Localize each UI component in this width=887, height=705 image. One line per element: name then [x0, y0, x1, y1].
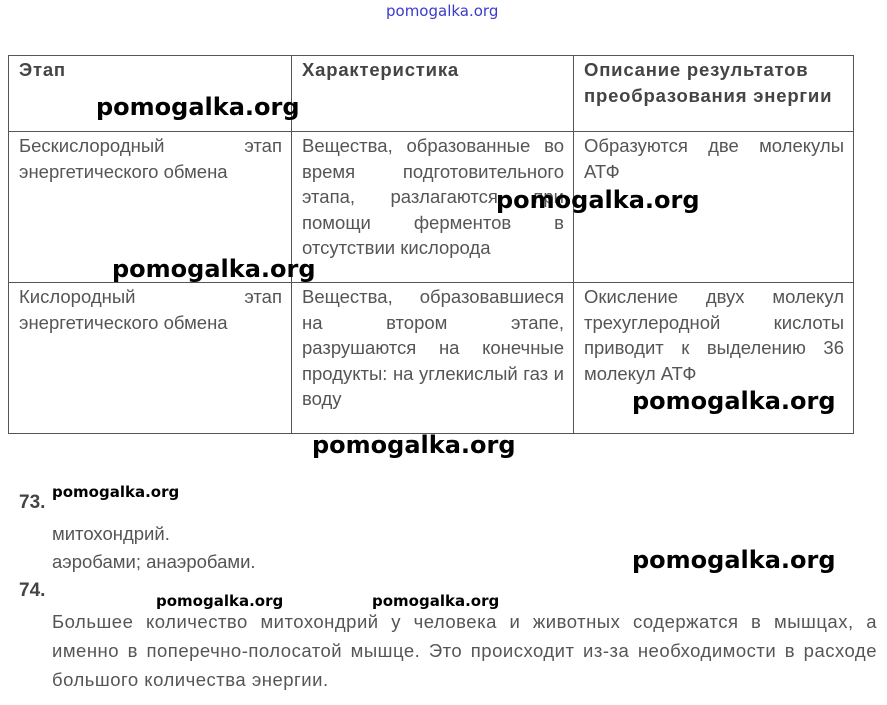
table-cell: Кислородный этап энергетического обмена — [9, 283, 292, 434]
watermark: pomogalka.org — [312, 431, 516, 459]
task-73-answer-1: митохондрий. — [52, 523, 170, 544]
header-energy-result: Описание результатов преобразования энергии — [574, 56, 854, 132]
task-74-answer: Большее количество митохондрий у человека и животных содержатся в мышцах, а именно в поперечно-полосатой мышце. Это происходит из-за необходимости в расходе большого количества энергии. — [52, 611, 877, 690]
watermark: pomogalka.org — [112, 255, 316, 283]
watermark: pomogalka.org — [632, 387, 836, 415]
task-73-answer-2: аэробами; анаэробами. — [52, 551, 256, 572]
watermark: pomogalka.org — [632, 546, 836, 574]
table-cell: Вещества, образовавшиеся на втором этапе, разрушаются на конечные продукты: на углекислый газ и воду — [292, 283, 574, 434]
watermark: pomogalka.org — [96, 93, 300, 121]
table-cell: Бескислородный этап энергетического обмена — [9, 132, 292, 283]
watermark-top[interactable]: pomogalka.org — [386, 2, 499, 20]
header-stage: Этап — [9, 56, 292, 132]
table-cell: Образуются две молекулы АТФ — [574, 132, 854, 283]
table-cell: Вещества, образованные во время подготовительного этапа, разлагаются при помощи ферментов в отсутствии кислорода — [292, 132, 574, 283]
watermark: pomogalka.org — [156, 592, 284, 610]
table-cell: Окисление двух молекул трехуглеродной кислоты приводит к выделению 36 молекул АТФ — [574, 283, 854, 434]
watermark: pomogalka.org — [496, 186, 700, 214]
task-74-number: 74. — [19, 580, 46, 601]
header-characteristic: Характеристика — [292, 56, 574, 132]
watermark: pomogalka.org — [52, 483, 180, 501]
watermark: pomogalka.org — [372, 592, 500, 610]
task-73-number: 73. — [19, 492, 46, 513]
